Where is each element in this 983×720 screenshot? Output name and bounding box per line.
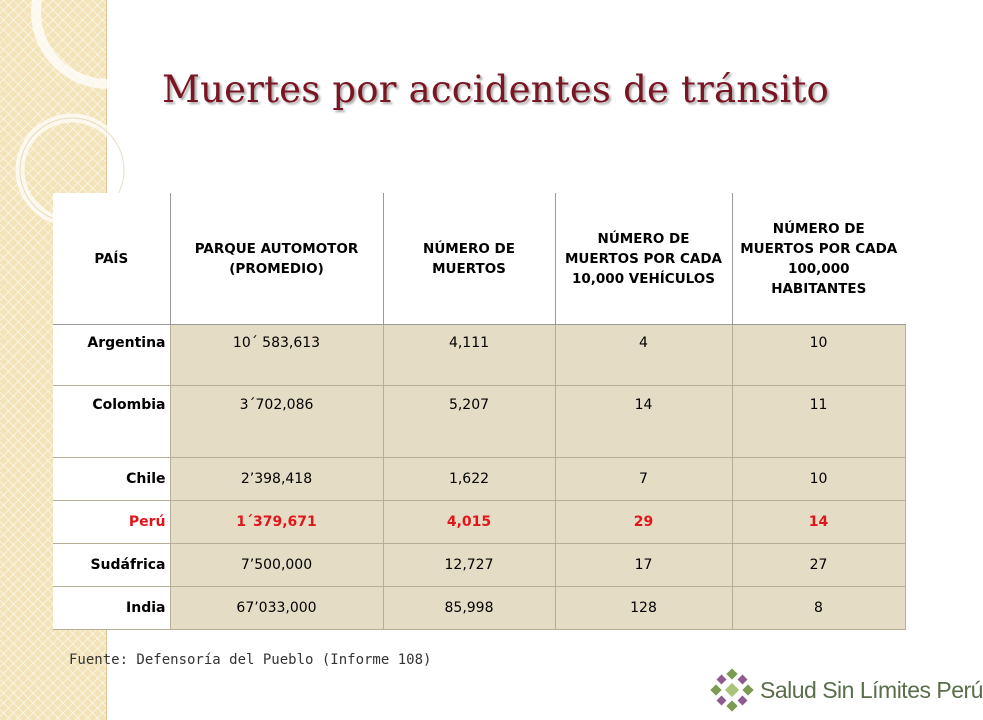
cell-vehicle-fleet: 2’398,418 <box>170 458 383 501</box>
cell-deaths: 12,727 <box>383 544 555 587</box>
cell-deaths-per-vehicles: 4 <box>555 325 732 386</box>
table-row <box>53 386 905 458</box>
header-deaths: NÚMERO DE MUERTOS <box>383 193 555 325</box>
cell-deaths-per-inhabitants: 8 <box>732 587 905 630</box>
cell-deaths-per-vehicles: 14 <box>555 386 732 458</box>
cell-deaths-per-inhabitants: 10 <box>732 458 905 501</box>
traffic-deaths-table <box>53 193 906 630</box>
cell-deaths: 85,998 <box>383 587 555 630</box>
cell-deaths-per-inhabitants: 11 <box>732 386 905 458</box>
table-row <box>53 325 905 386</box>
cell-country: India <box>53 587 170 630</box>
cell-deaths-per-vehicles: 17 <box>555 544 732 587</box>
cell-vehicle-fleet: 10´ 583,613 <box>170 325 383 386</box>
logo-text: Salud Sin Límites Perú <box>760 676 983 703</box>
cell-deaths-per-vehicles: 128 <box>555 587 732 630</box>
cell-deaths-per-vehicles: 29 <box>555 501 732 544</box>
cell-deaths-per-inhabitants: 14 <box>732 501 905 544</box>
source-note: Fuente: Defensoría del Pueblo (Informe 108) <box>69 652 432 668</box>
cell-deaths: 5,207 <box>383 386 555 458</box>
cell-country: Perú <box>53 501 170 544</box>
cell-vehicle-fleet: 67’033,000 <box>170 587 383 630</box>
cell-country: Argentina <box>53 325 170 386</box>
header-vehicle-fleet: PARQUE AUTOMOTOR (PROMEDIO) <box>170 193 383 325</box>
cell-deaths-per-inhabitants: 10 <box>732 325 905 386</box>
cell-vehicle-fleet: 7’500,000 <box>170 544 383 587</box>
header-deaths-per-10000-vehicles: NÚMERO DE MUERTOS POR CADA 10,000 VEHÍCULOS <box>555 193 732 325</box>
cell-country: Colombia <box>53 386 170 458</box>
table-row <box>53 458 905 501</box>
header-country: PAÍS <box>53 193 170 325</box>
header-deaths-per-100000-inhabitants: NÚMERO DE MUERTOS POR CADA 100,000 HABITANTES <box>732 193 905 325</box>
cell-deaths-per-vehicles: 7 <box>555 458 732 501</box>
organization-logo <box>710 668 983 712</box>
cell-deaths-per-inhabitants: 27 <box>732 544 905 587</box>
table-row-highlighted <box>53 501 905 544</box>
table-header-row <box>53 193 905 325</box>
cell-country: Chile <box>53 458 170 501</box>
logo-flower-icon <box>710 668 754 712</box>
table-row <box>53 587 905 630</box>
cell-deaths: 4,111 <box>383 325 555 386</box>
cell-vehicle-fleet: 1´379,671 <box>170 501 383 544</box>
slide-title: Muertes por accidentes de tránsito <box>162 68 830 111</box>
cell-vehicle-fleet: 3´702,086 <box>170 386 383 458</box>
table-row <box>53 544 905 587</box>
cell-deaths: 4,015 <box>383 501 555 544</box>
cell-deaths: 1,622 <box>383 458 555 501</box>
cell-country: Sudáfrica <box>53 544 170 587</box>
